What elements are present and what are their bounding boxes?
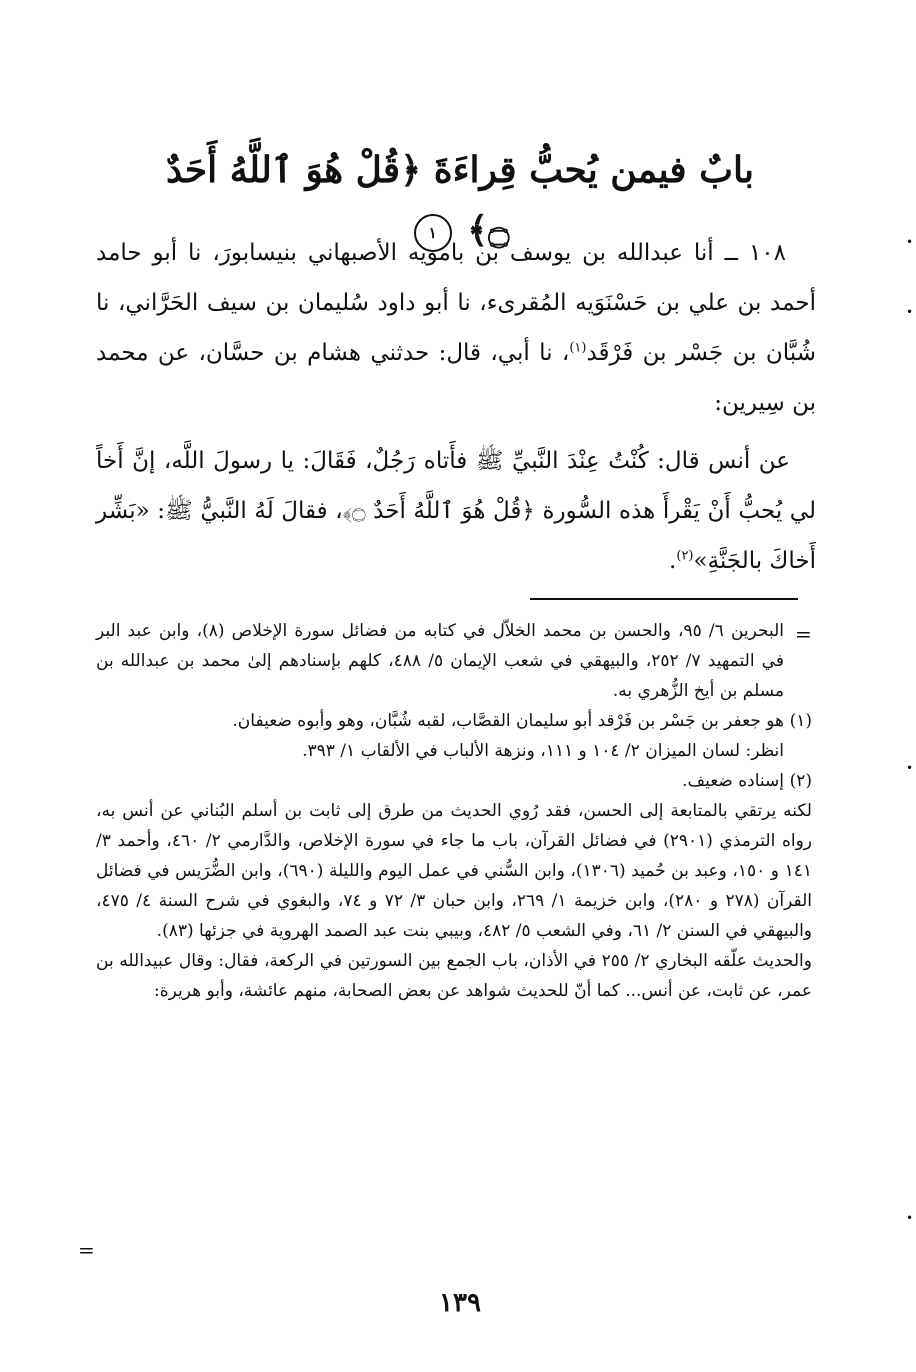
hadith-matn-end: . — [669, 548, 677, 574]
ayah-number-marker: ١ — [414, 214, 452, 252]
footnote-2 — [96, 766, 812, 796]
chapter-title-text: بابٌ فيمن يُحبُّ قِراءَةَ ﴿قُلْ هُوَ ٱللَّهُ أَحَدٌ ۝﴾ — [166, 149, 754, 251]
footnote-ref-2[interactable]: (٢) — [676, 548, 694, 564]
hadith-isnad — [96, 228, 816, 428]
continuation-mark-bottom: = — [78, 1238, 95, 1262]
footnote-continuation — [96, 616, 812, 706]
footnote-2-paragraph-2 — [96, 946, 812, 1006]
footnotes-section — [96, 616, 812, 1006]
hadith-isnad-text: ١٠٨ ــ أنا عبدالله بن يوسف بن بامويه الأصبهاني بنيسابورَ، نا أبو حامد أحمد بن علي بن حَسْنَوَيه المُقرىء، نا أبو داود سُليمان بن سيف الحَرَّاني، نا شُبَّان بن جَسْر بن فَرْقَد — [96, 240, 816, 366]
hadith-isnad-tail: ، نا أبي، قال: حدثني هشام بن حسَّان، عن محمد بن سِيرين: — [96, 340, 816, 416]
page-number: ١٣٩ — [439, 1288, 481, 1318]
footnote-separator — [530, 598, 798, 600]
continuation-mark-top: = — [795, 622, 812, 646]
footnote-1-text: هو جعفر بن جَسْر بن فَرْقد أبو سليمان القصَّاب، لقبه شُبَّان، وهو وأبوه ضعيفان. — [232, 711, 784, 731]
footnote-1 — [96, 706, 812, 736]
footnote-1-reference-text: انظر: لسان الميزان ٢/ ١٠٤ و ١١١، ونزهة الألباب في الألقاب ١/ ٣٩٣. — [302, 741, 784, 761]
footnote-2-text: إسناده ضعيف. — [682, 771, 784, 791]
footnote-continuation-text: البحرين ٦/ ٩٥، والحسن بن محمد الخلاّل في كتابه من فضائل سورة الإخلاص (٨)، وابن عبد البر في التمهيد ٧/ ٢٥٢، والبيهقي في شعب الإيمان ٥/ ٤٨٨، كلهم بإسنادهم إلىٰ محمد بن عبدالله بن مسلم بن أيخ الزُّهري به. — [96, 621, 785, 701]
footnote-2-paragraph-1-text: لكنه يرتقي بالمتابعة إلى الحسن، فقد رُوي الحديث من طرق إلى ثابت بن أسلم البُناني عن أنس به، رواه الترمذي (٢٩٠١) في فضائل القرآن، باب ما جاء في سورة الإخلاص، والدَّارمي ٢/ ٤٦٠، وأحمد ٣/ ١٤١ و ١٥٠، وعبد بن حُميد (١٣٠٦)، وابن السُّني في عمل اليوم والليلة (٦٩٠)، وابن الضُّرَيس في فضائل القرآن (٢٧٨ و ٢٨٠)، وابن خزيمة ١/ ٢٦٩، وابن حبان ٣/ ٧٢ و ٧٤، والبغوي في شرح السنة ٤/ ٤٧٥، والبيهقي في السنن ٢/ ٦١، وفي الشعب ٥/ ٤٨٢، وبيبي بنت عبد الصمد الهروية في جزئها (٨٣). — [96, 801, 812, 941]
footnote-2-paragraph-2-text: والحديث علّقه البخاري ٢/ ٢٥٥ في الأذان، باب الجمع بين السورتين في الركعة، فقال: وقال عبيدالله بن عمر، عن ثابت، عن أنس... كما أنّ للحديث شواهد عن بعض الصحابة، منهم عائشة، وأبو هريرة: — [96, 951, 812, 1001]
footnote-1-number: (١) — [789, 711, 812, 731]
footnote-ref-1[interactable]: (١) — [569, 340, 587, 356]
hadith-body — [96, 228, 816, 586]
margin-dot-3: • — [906, 761, 914, 775]
footnote-1-reference — [96, 736, 812, 766]
margin-dot-4: • — [906, 1211, 914, 1225]
margin-dot-1: • — [906, 235, 914, 249]
margin-dot-2: • — [906, 305, 914, 319]
footnote-2-number: (٢) — [789, 771, 812, 791]
hadith-matn — [96, 436, 816, 586]
footnote-2-paragraph-1 — [96, 796, 812, 946]
hadith-matn-text: عن أنس قال: كُنْتُ عِنْدَ النَّبيِّ ﷺ فأَتاه رَجُلٌ، فَقَالَ: يا رسولَ اللَّه، إنَّ أَخاً لي يُحبُّ أَنْ يَقْرأَ هذه السُّورة ﴿قُلْ هُوَ ٱللَّهُ أَحَدٌ ۝﴾، فقالَ لَهُ النَّبيُّ ﷺ: «بَشِّر أَخاكَ بالجَنَّةِ» — [96, 448, 816, 574]
